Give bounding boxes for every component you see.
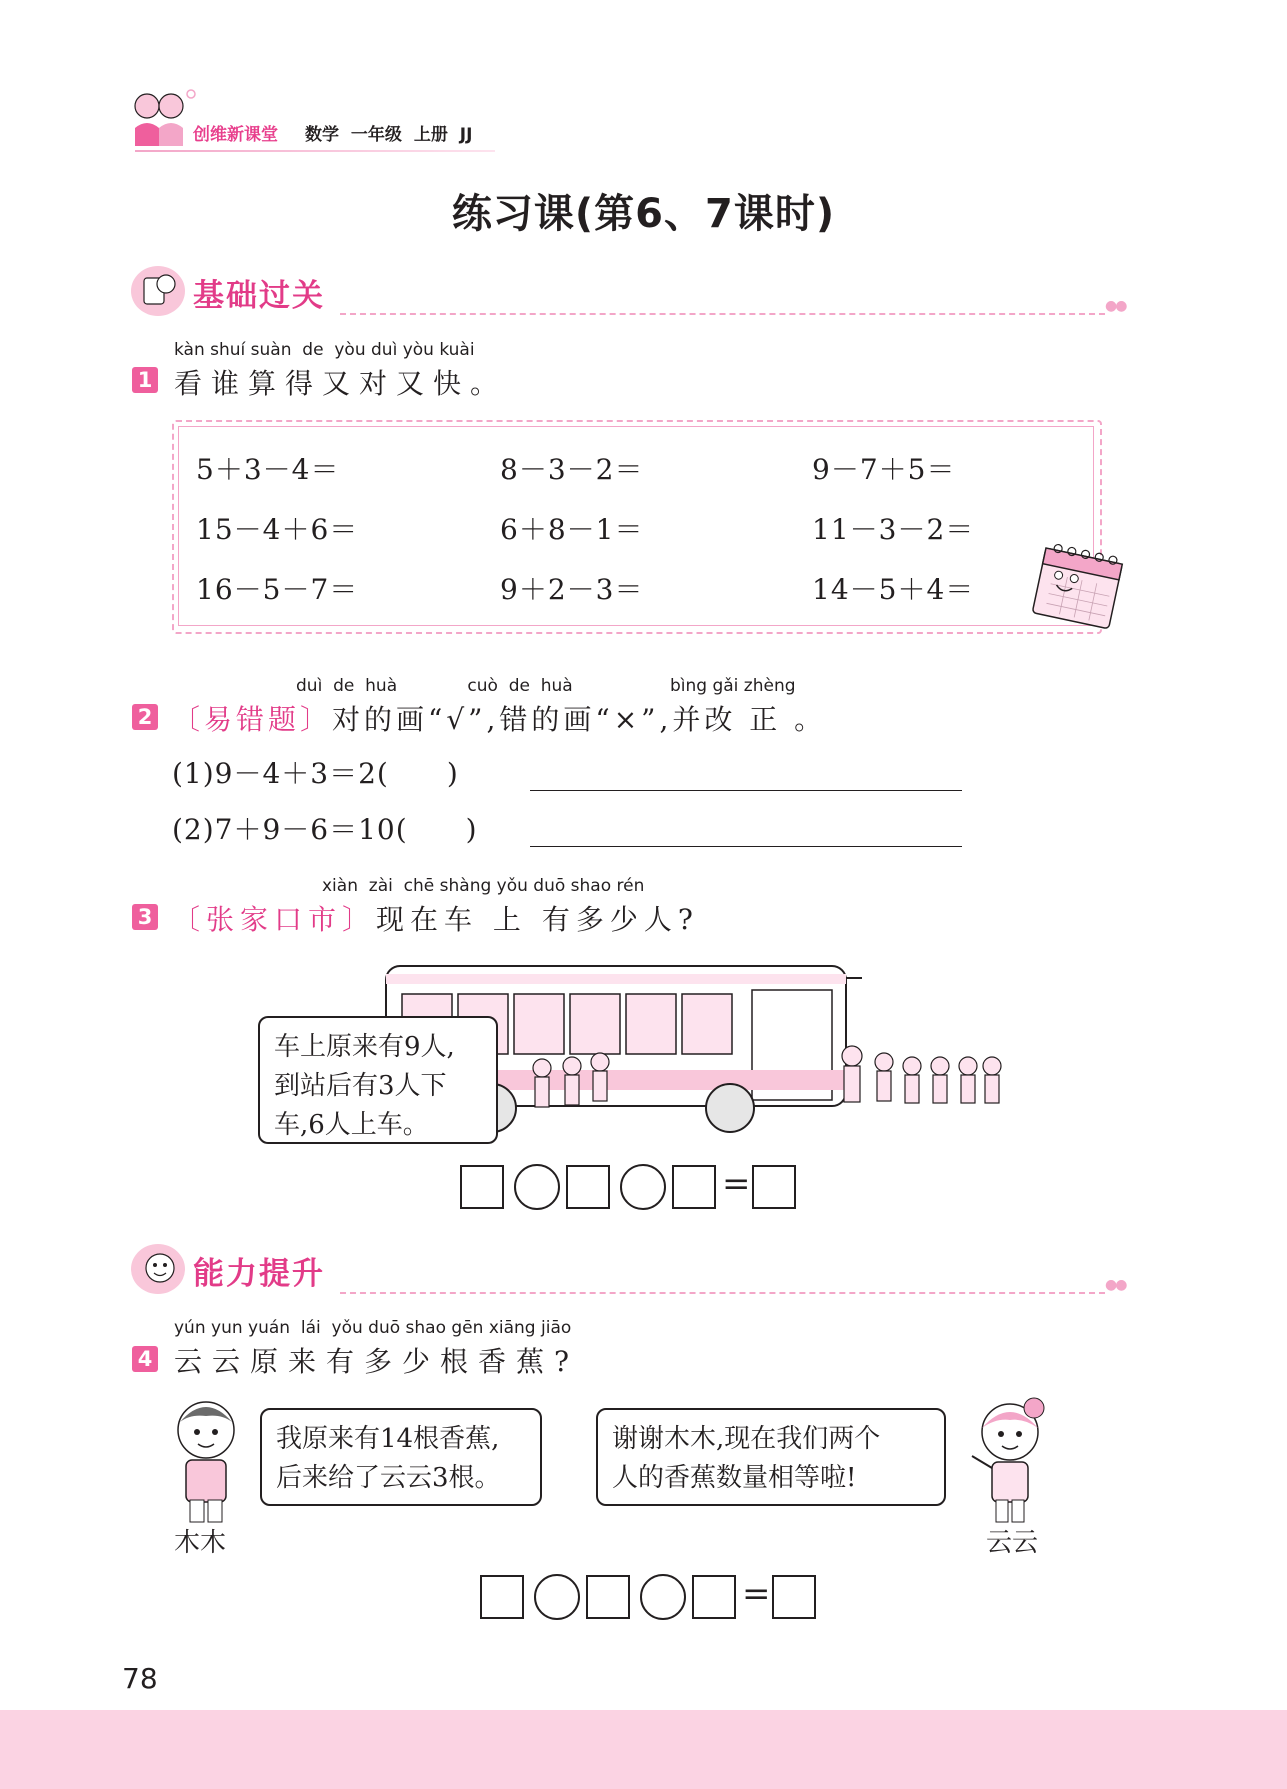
answer-circle[interactable] bbox=[534, 1574, 580, 1620]
q3-tag: 〔张家口市〕 bbox=[172, 903, 377, 936]
bubble-line: 人的香蕉数量相等啦! bbox=[612, 1463, 857, 1493]
answer-square[interactable] bbox=[692, 1575, 736, 1619]
q1-pinyin: kàn shuí suàn de yòu duì yòu kuài bbox=[174, 340, 475, 360]
section-dots-icon: ●● bbox=[1105, 1277, 1126, 1293]
q2-item-1: (1)9－4＋3＝2( ) bbox=[172, 757, 459, 790]
equals-sign: = bbox=[722, 1164, 751, 1204]
answer-square[interactable] bbox=[772, 1575, 816, 1619]
equation: 14－5＋4＝ bbox=[812, 573, 975, 606]
section-dots-icon: ●● bbox=[1105, 298, 1126, 314]
bubble-line: 后来给了云云3根。 bbox=[276, 1463, 501, 1493]
q3-question: 现在车 上 有多少人? bbox=[376, 903, 699, 936]
equation: 15－4＋6＝ bbox=[196, 513, 359, 546]
answer-circle[interactable] bbox=[640, 1574, 686, 1620]
section-title-advanced: 能力提升 bbox=[193, 1256, 325, 1292]
boy-mumu-icon bbox=[166, 1394, 246, 1524]
q2-pinyin: duì de huà cuò de huà bìng gǎi zhèng bbox=[296, 676, 796, 696]
q4-pinyin: yún yun yuán lái yǒu duō shao gēn xiāng jiāo bbox=[174, 1318, 572, 1338]
equation: 6＋8－1＝ bbox=[500, 513, 644, 546]
equation: 11－3－2＝ bbox=[812, 513, 975, 546]
bubble-line: 车上原来有9人, bbox=[274, 1032, 455, 1062]
header-underline bbox=[135, 150, 495, 152]
q3-text bbox=[172, 898, 699, 938]
footer-band bbox=[0, 1710, 1287, 1789]
girl-yunyun-icon bbox=[962, 1394, 1058, 1524]
equation: 5＋3－4＝ bbox=[196, 453, 340, 486]
bubble-line: 我原来有14根香蕉, bbox=[276, 1424, 500, 1454]
q2-answer-line-1[interactable] bbox=[530, 790, 962, 791]
brand-name: 创维新课堂 bbox=[193, 125, 278, 145]
page-title: 练习课(第6、7课时) bbox=[451, 191, 836, 237]
mascot-icon bbox=[138, 268, 182, 312]
equation: 9－7＋5＝ bbox=[812, 453, 956, 486]
q3-number: 3 bbox=[132, 904, 158, 930]
bubble-line: 到站后有3人下 bbox=[274, 1071, 447, 1101]
q4-text: 云云原来有多少根香蕉? bbox=[174, 1345, 580, 1378]
q2-tag: 〔易错题〕 bbox=[172, 703, 333, 736]
q3-speech-bubble bbox=[258, 1016, 498, 1144]
q4-bubble-left bbox=[260, 1408, 542, 1506]
header-kids-logo bbox=[125, 88, 197, 154]
book-info: 数学 一年级 上册 JJ bbox=[305, 125, 473, 145]
section-title-basics: 基础过关 bbox=[193, 278, 325, 314]
q1-text: 看谁算得又对又快。 bbox=[174, 367, 508, 400]
q1-number: 1 bbox=[132, 367, 158, 393]
calendar-mascot-icon bbox=[1020, 540, 1140, 640]
answer-square[interactable] bbox=[566, 1165, 610, 1209]
answer-square[interactable] bbox=[586, 1575, 630, 1619]
section-divider bbox=[340, 313, 1105, 315]
mascot-icon bbox=[138, 1246, 182, 1290]
q2-text bbox=[172, 698, 826, 738]
q2-item-2: (2)7＋9－6＝10( ) bbox=[172, 813, 478, 846]
answer-square[interactable] bbox=[460, 1165, 504, 1209]
bubble-line: 谢谢木木,现在我们两个 bbox=[612, 1424, 881, 1454]
equation: 8－3－2＝ bbox=[500, 453, 644, 486]
name-yunyun: 云云 bbox=[986, 1528, 1039, 1558]
answer-square[interactable] bbox=[752, 1165, 796, 1209]
q3-pinyin: xiàn zài chē shàng yǒu duō shao rén bbox=[322, 876, 645, 896]
equals-sign: = bbox=[742, 1574, 771, 1614]
q2-number: 2 bbox=[132, 704, 158, 730]
q4-number: 4 bbox=[132, 1346, 158, 1372]
q2-instruction: 对的画“√”,错的画“×”,并改 正 。 bbox=[332, 703, 827, 736]
equation: 16－5－7＝ bbox=[196, 573, 359, 606]
q4-bubble-right bbox=[596, 1408, 946, 1506]
answer-circle[interactable] bbox=[514, 1164, 560, 1210]
name-mumu: 木木 bbox=[174, 1528, 227, 1558]
equation: 9＋2－3＝ bbox=[500, 573, 644, 606]
answer-circle[interactable] bbox=[620, 1164, 666, 1210]
bubble-line: 车,6人上车。 bbox=[274, 1110, 429, 1140]
page-number: 78 bbox=[122, 1662, 158, 1695]
q2-answer-line-2[interactable] bbox=[530, 846, 962, 847]
answer-square[interactable] bbox=[480, 1575, 524, 1619]
section-divider bbox=[340, 1292, 1105, 1294]
answer-square[interactable] bbox=[672, 1165, 716, 1209]
